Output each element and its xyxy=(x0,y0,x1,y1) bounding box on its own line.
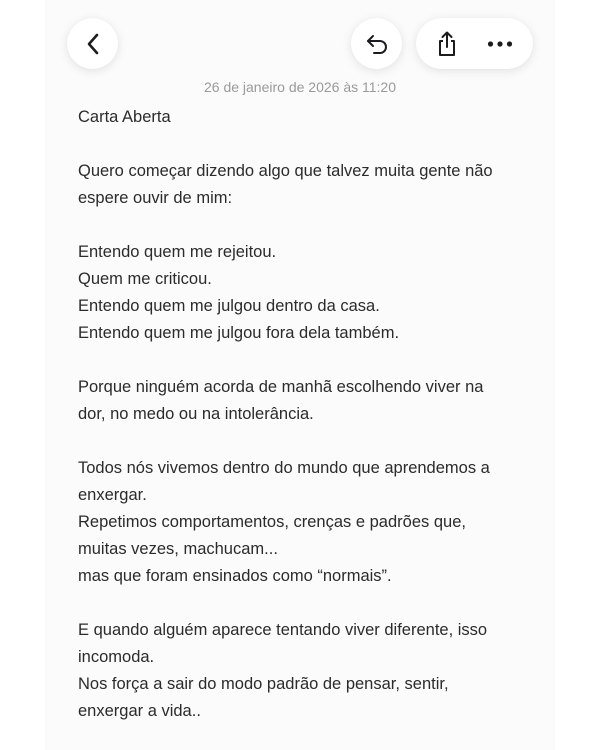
undo-button[interactable] xyxy=(351,18,402,69)
note-line: enxergar. xyxy=(78,486,147,504)
note-line: Entendo quem me julgou fora dela também. xyxy=(78,324,400,342)
action-group xyxy=(416,18,533,69)
note-blank-line xyxy=(78,347,528,374)
note-blank-line xyxy=(78,131,528,158)
undo-arrow-icon xyxy=(365,33,389,55)
note-blank-line xyxy=(78,212,528,239)
note-line: muitas vezes, machucam... xyxy=(78,540,278,558)
note-line: Repetimos comportamentos, crenças e padrões que, xyxy=(78,513,466,531)
back-button[interactable] xyxy=(67,18,118,69)
note-line: Quero começar dizendo algo que talvez muita gente não xyxy=(78,162,493,180)
note-line: Carta Aberta xyxy=(78,108,171,126)
note-line: Porque ninguém acorda de manhã escolhendo viver na xyxy=(78,378,484,396)
note-line: Nos força a sair do modo padrão de pensar, sentir, xyxy=(78,675,449,693)
note-line: Entendo quem me rejeitou. xyxy=(78,243,277,261)
note-line: incomoda. xyxy=(78,648,155,666)
note-line: E quando alguém aparece tentando viver diferente, isso xyxy=(78,621,488,639)
note-line: Quem me criticou. xyxy=(78,270,212,288)
note-line: Entendo quem me julgou dentro da casa. xyxy=(78,297,380,315)
ellipsis-icon[interactable] xyxy=(487,40,513,48)
note-line: espere ouvir de mim: xyxy=(78,189,233,207)
chevron-left-icon xyxy=(86,33,100,55)
note-line: Todos nós vivemos dentro do mundo que aprendemos a xyxy=(78,459,490,477)
note-line: mas que foram ensinados como “normais”. xyxy=(78,567,392,585)
note-blank-line xyxy=(78,428,528,455)
note-body[interactable] xyxy=(78,104,528,725)
note-line: enxergar a vida.. xyxy=(78,702,201,720)
note-line: dor, no medo ou na intolerância. xyxy=(78,405,314,423)
share-icon[interactable] xyxy=(436,31,458,57)
note-date: 26 de janeiro de 2026 às 11:20 xyxy=(203,79,396,95)
note-blank-line xyxy=(78,590,528,617)
